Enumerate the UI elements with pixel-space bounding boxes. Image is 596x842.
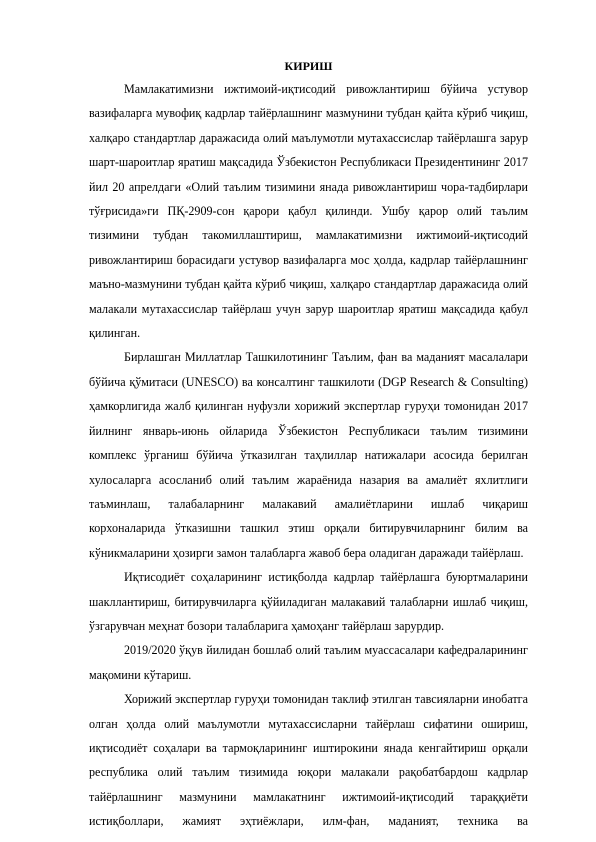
paragraph-department-status: 2019/2020 ўқув йилидан бошлаб олий таълим муассасалари кафедраларининг мақомини кўтариш. xyxy=(89,643,528,682)
paragraph-economy-demand: Иқтисодиёт соҳаларининг истиқболда кадрлар тайёрлашга буюртмаларини шакллантириш, битирувчиларга қўйиладиган малакавий талабларни ишлаб чиқиш, ўзгарувчан меҳнат бозори талабларига ҳамоҳанг тайёрлаш зарурдир. xyxy=(89,570,528,633)
document-page xyxy=(89,58,528,834)
paragraph-unesco-experts: Бирлашган Миллатлар Ташкилотининг Таълим, фан ва маданият масалалари бўйича қўмитаси (UNESCO) ва консалтинг ташкилоти (DGP Research & Consulting) ҳамкорлигида жалб қилинган нуфузли хорижий экспертлар гуруҳи томонидан 2017 йилнинг январь-июнь ойларида Ўзбекистон Республикаси таълим тизимини комплекс ўрганиш бўйича ўтказилган таҳлиллар натижалари асосида берилган хулосаларга асосланиб олий таълим жараёнида назария ва амалиёт яхлитлиги таъминлаш, талабаларнинг малакавий амалиётларини ишлаб чиқариш корхоналарида ўтказишни ташкил этиш орқали битирувчиларнинг билим ва кўникмаларини ҳозирги замон талабларга жавоб бера оладиган даражади тайёрлаш. xyxy=(89,350,528,560)
paragraph-presidential-decree: Мамлакатимизни ижтимоий-иқтисодий ривожлантириш бўйича устувор вазифаларга мувофиқ кадрлар тайёрлашнинг мазмунини тубдан қайта кўриб чиқиш, халқаро стандартлар даражасида олий маълумотли мутахассислар тайёрлашга зарур шарт-шароитлар яратиш мақсадида Ўзбекистон Республикаси Президентининг 2017 йил 20 апрелдаги «Олий таълим тизимини янада ривожлантириш чора-тадбирлари тўғрисида»ги ПҚ-2909-сон қарори қабул қилинди. Ушбу қарор олий таълим тизимини тубдан такомиллаштириш, мамлакатимизни ижтимоий-иқтисодий ривожлантириш борасидаги устувор вазифаларга мос ҳолда, кадрлар тайёрлашнинг маъно-мазмунини тубдан қайта кўриб чиқиш, халқаро стандартлар даражасида олий малакали мутахассислар тайёрлаш учун зарур шароитлар яратиш мақсадида қабул қилинган. xyxy=(89,82,528,341)
paragraph-foreign-recommendations: Хорижий экспертлар гуруҳи томонидан таклиф этилган тавсияларни инобатга олган ҳолда олий маълумотли мутахассисларни тайёрлаш сифатини ошириш, иқтисодиёт соҳалари ва тармоқларининг иштирокини янада кенгайтириш орқали республика олий таълим тизимида юқори малакали рақобатбардош кадрлар тайёрлашнинг мазмунини мамлакатнинг ижтимоий-иқтисодий тараққиёти истиқболлари, жамият эҳтиёжлари, илм-фан, маданият, техника ва xyxy=(89,692,528,829)
document-title: КИРИШ xyxy=(284,59,333,73)
